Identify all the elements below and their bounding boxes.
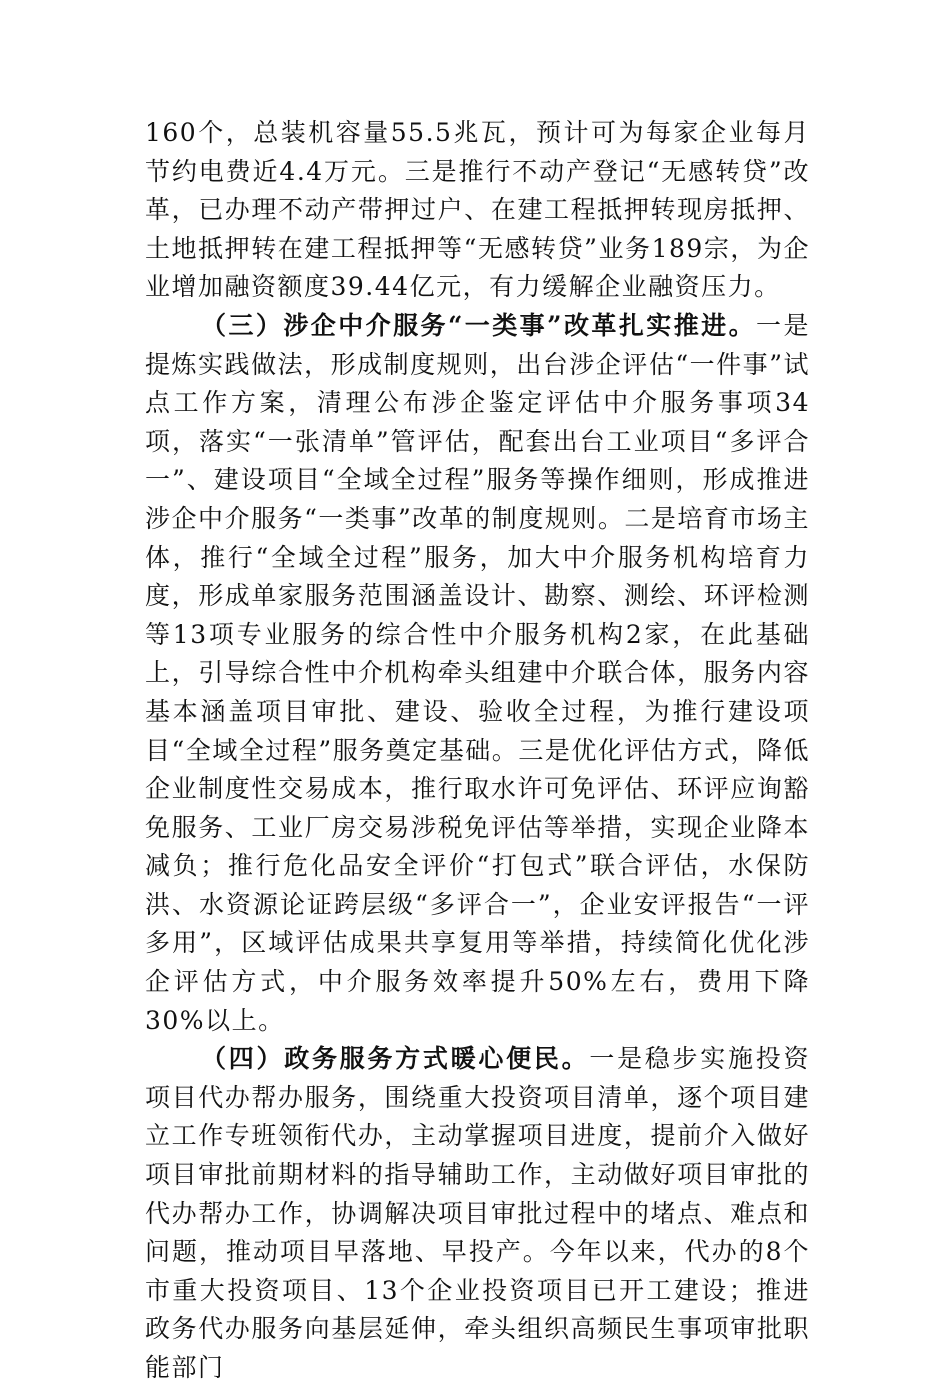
paragraph-text: 160个，总装机容量55.5兆瓦，预计可为每家企业每月节约电费近4.4万元。三是推行不动产登记“无感转贷”改革，已办理不动产带押过户、在建工程抵押转现房抵押、土地抵押转在建工程抵押等“无感转贷”业务189宗，为企业增加融资额度39.44亿元，有力缓解企业融资压力。 xyxy=(145,118,810,302)
document-page xyxy=(145,114,810,1388)
section-heading: （四）政务服务方式暖心便民。 xyxy=(201,1044,590,1074)
paragraph-section-three xyxy=(145,307,810,1040)
paragraph-section-four xyxy=(145,1040,810,1387)
paragraph-continuation xyxy=(145,114,810,307)
paragraph-text: 一是提炼实践做法，形成制度规则，出台涉企评估“一件事”试点工作方案，清理公布涉企鉴定评估中介服务事项34项，落实“一张清单”管评估，配套出台工业项目“多评合一”、建设项目“全域全过程”服务等操作细则，形成推进涉企中介服务“一类事”改革的制度规则。二是培育市场主体，推行“全域全过程”服务，加大中介服务机构培育力度，形成单家服务范围涵盖设计、勘察、测绘、环评检测等13项专业服务的综合性中介服务机构2家，在此基础上，引导综合性中介机构牵头组建中介联合体，服务内容基本涵盖项目审批、建设、验收全过程，为推行建设项目“全域全过程”服务奠定基础。三是优化评估方式，降低企业制度性交易成本，推行取水许可免评估、环评应询豁免服务、工业厂房交易涉税免评估等举措，实现企业降本减负；推行危化品安全评价“打包式”联合评估，水保防洪、水资源论证跨层级“多评合一”，企业安评报告“一评多用”，区域评估成果共享复用等举措，持续简化优化涉企评估方式，中介服务效率提升50%左右，费用下降30%以上。 xyxy=(145,310,810,1035)
section-heading: （三）涉企中介服务“一类事”改革扎实推进。 xyxy=(201,310,757,340)
paragraph-text: 一是稳步实施投资项目代办帮办服务，围绕重大投资项目清单，逐个项目建立工作专班领衔代办，主动掌握项目进度，提前介入做好项目审批前期材料的指导辅助工作，主动做好项目审批的代办帮办工作，协调解决项目审批过程中的堵点、难点和问题，推动项目早落地、早投产。今年以来，代办的8个市重大投资项目、13个企业投资项目已开工建设；推进政务代办服务向基层延伸，牵头组织高频民生事项审批职能部门 xyxy=(145,1044,810,1382)
